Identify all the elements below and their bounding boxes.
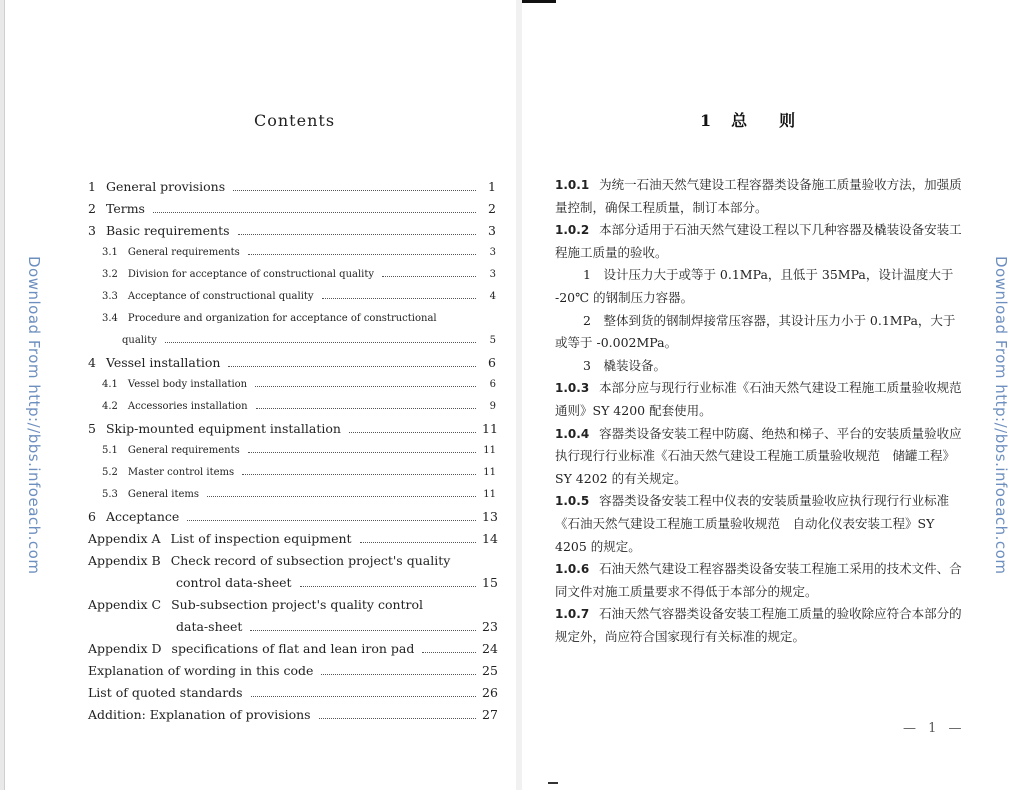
- clause-text: 石油天然气容器类设备安装工程施工质量的验收除应符合本部分的规定外，尚应符合国家现行有关标准的规定。: [555, 606, 962, 644]
- toc-leader-dots: [360, 542, 476, 543]
- toc-entry-number: 2: [88, 201, 96, 216]
- toc-entry: [88, 396, 496, 418]
- toc-entry-title: Terms: [105, 201, 145, 216]
- toc-entry: [88, 286, 496, 308]
- chapter-title: 总 则: [731, 111, 796, 130]
- toc-entry-title: Accessories installation: [127, 401, 248, 412]
- toc-entry: [88, 418, 496, 440]
- toc-entry-number: 3.1: [102, 247, 118, 258]
- clause-number: 1.0.5: [555, 494, 590, 509]
- chapter-body: [555, 174, 975, 648]
- toc-entry-page: 9: [489, 401, 496, 412]
- toc-entry-page: 27: [482, 707, 498, 722]
- toc-leader-dots: [242, 474, 476, 475]
- toc-leader-dots: [153, 212, 476, 213]
- toc-entry: [88, 704, 496, 726]
- toc-entry-title: List of inspection equipment: [170, 531, 352, 546]
- clause-number: 1.0.6: [555, 562, 590, 577]
- clause-text: 本部分应与现行行业标准《石油天然气建设工程施工质量验收规范 通则》SY 4200 配套使用。: [555, 380, 975, 418]
- clause-number: 1.0.7: [555, 607, 590, 622]
- page-number: — 1 —: [903, 721, 966, 736]
- toc-entry-page: 1: [488, 179, 496, 194]
- toc-entry-title: Check record of subsection project's quality: [170, 553, 451, 568]
- toc-entry: [88, 308, 496, 330]
- toc-leader-dots: [349, 432, 476, 433]
- toc-entry-page: 13: [482, 509, 498, 524]
- chapter-number: 1: [700, 111, 712, 130]
- clause-paragraph: [555, 490, 963, 558]
- toc-entry-title: Acceptance: [105, 509, 180, 524]
- toc-leader-dots: [256, 408, 476, 409]
- toc-entry-title: Skip-mounted equipment installation: [105, 421, 341, 436]
- chapter-heading: [700, 108, 795, 131]
- toc-leader-dots: [251, 696, 476, 697]
- toc-entry-page: 11: [482, 421, 498, 436]
- toc-entry: [88, 374, 496, 396]
- toc-entry-title: General requirements: [127, 247, 240, 258]
- toc-entry-page: 24: [482, 641, 498, 656]
- toc-entry: [88, 572, 496, 594]
- toc-entry-number: 4.1: [102, 379, 118, 390]
- toc-entry: [88, 264, 496, 286]
- clause-paragraph: [555, 219, 963, 264]
- toc-entry-title: control data-sheet: [176, 575, 292, 590]
- toc-entry: [88, 440, 496, 462]
- clause-number: 1.0.3: [555, 381, 590, 396]
- toc-entry-title: Procedure and organization for acceptance of constructional: [127, 313, 437, 324]
- clause-paragraph: [555, 310, 963, 355]
- toc-entry-title: General requirements: [127, 445, 240, 456]
- toc-entry-title: General provisions: [105, 179, 226, 194]
- clause-paragraph: [555, 603, 963, 648]
- clause-paragraph: [555, 355, 963, 378]
- toc-leader-dots: [238, 234, 476, 235]
- toc-leader-dots: [382, 276, 476, 277]
- toc-entry: [88, 198, 496, 220]
- toc-entry-number: 5: [88, 421, 96, 436]
- table-of-contents: [88, 176, 496, 726]
- toc-entry-title: General items: [127, 489, 200, 500]
- toc-entry-title: Sub-subsection project's quality control: [171, 597, 424, 612]
- toc-leader-dots: [322, 298, 476, 299]
- toc-entry-page: 11: [483, 445, 496, 456]
- toc-entry-number: 3: [88, 223, 96, 238]
- scan-mark-bottom: [548, 782, 558, 784]
- clause-text: 容器类设备安装工程中防腐、绝热和梯子、平台的安装质量验收应执行现行行业标准《石油天然气建设工程施工质量验收规范 储罐工程》SY 4202 的有关规定。: [555, 425, 962, 486]
- toc-leader-dots: [250, 630, 476, 631]
- toc-entry: [88, 594, 496, 616]
- toc-entry-number: Appendix B: [88, 553, 161, 568]
- toc-entry-title: Acceptance of constructional quality: [127, 291, 314, 302]
- toc-entry: [88, 528, 496, 550]
- toc-entry-number: 3.3: [102, 291, 118, 302]
- clause-text: 容器类设备安装工程中仪表的安装质量验收应执行现行行业标准《石油天然气建设工程施工质量验收规范 自动化仪表安装工程》SY 4205 的规定。: [555, 493, 950, 554]
- clause-number: 1.0.2: [555, 223, 590, 238]
- toc-entry: [88, 682, 496, 704]
- toc-entry-title: Vessel body installation: [127, 379, 248, 390]
- toc-entry-number: Appendix C: [88, 597, 162, 612]
- contents-title: Contents: [254, 111, 336, 130]
- toc-entry-page: 6: [488, 355, 496, 370]
- toc-entry-page: 11: [483, 467, 496, 478]
- scan-mark-top: [522, 0, 556, 3]
- watermark-left: Download From http://bbs.infoeach.com: [25, 256, 43, 575]
- toc-entry-page: 11: [483, 489, 496, 500]
- toc-entry-number: 4.2: [102, 401, 118, 412]
- clause-text: 2 整体到货的钢制焊接常压容器，其设计压力小于 0.1MPa，大于或等于 -0.002MPa。: [555, 312, 956, 351]
- toc-entry-number: 5.2: [102, 467, 118, 478]
- clause-paragraph: [555, 174, 963, 219]
- toc-entry-title: Addition: Explanation of provisions: [88, 707, 311, 722]
- toc-entry-page: 23: [482, 619, 498, 634]
- toc-leader-dots: [422, 652, 476, 653]
- toc-entry-number: 5.1: [102, 445, 118, 456]
- clause-text: 为统一石油天然气建设工程容器类设备施工质量验收方法，加强质量控制，确保工程质量，制订本部分。: [555, 177, 962, 215]
- toc-leader-dots: [228, 366, 476, 367]
- toc-leader-dots: [207, 496, 476, 497]
- toc-entry-page: 26: [482, 685, 498, 700]
- toc-leader-dots: [248, 254, 476, 255]
- toc-entry: [88, 462, 496, 484]
- toc-entry-number: Appendix D: [88, 641, 162, 656]
- toc-entry-title: Division for acceptance of constructional quality: [127, 269, 375, 280]
- toc-entry: [88, 176, 496, 198]
- watermark-right: Download From http://bbs.infoeach.com: [992, 256, 1010, 575]
- toc-entry-title: specifications of flat and lean iron pad: [171, 641, 415, 656]
- toc-entry: [88, 550, 496, 572]
- toc-entry-number: 5.3: [102, 489, 118, 500]
- toc-entry-page: 14: [482, 531, 498, 546]
- toc-entry-title: Master control items: [127, 467, 235, 478]
- toc-entry-page: 3: [489, 269, 496, 280]
- toc-entry: [88, 352, 496, 374]
- toc-leader-dots: [248, 452, 476, 453]
- toc-entry: [88, 660, 496, 682]
- clause-number: 1.0.4: [555, 426, 590, 441]
- toc-entry-title: Explanation of wording in this code: [88, 663, 314, 678]
- toc-leader-dots: [319, 718, 476, 719]
- toc-entry: [88, 484, 496, 506]
- clause-paragraph: [555, 423, 963, 491]
- toc-entry: [88, 242, 496, 264]
- toc-entry-page: 3: [488, 223, 496, 238]
- toc-entry-title: List of quoted standards: [88, 685, 243, 700]
- toc-entry-page: 25: [482, 663, 498, 678]
- toc-entry-title: data-sheet: [176, 619, 243, 634]
- toc-entry-number: 3.4: [102, 313, 118, 324]
- toc-leader-dots: [255, 386, 476, 387]
- toc-leader-dots: [300, 586, 476, 587]
- toc-entry-number: Appendix A: [88, 531, 161, 546]
- toc-entry-page: 15: [482, 575, 498, 590]
- toc-entry: [88, 506, 496, 528]
- clause-text: 本部分适用于石油天然气建设工程以下几种容器及橇装设备安装工程施工质量的验收。: [555, 222, 962, 260]
- toc-entry-number: 6: [88, 509, 96, 524]
- toc-leader-dots: [187, 520, 476, 521]
- toc-leader-dots: [233, 190, 476, 191]
- center-gutter: [516, 0, 522, 790]
- toc-entry-title: Vessel installation: [105, 355, 221, 370]
- toc-entry-title: quality: [122, 335, 157, 346]
- toc-entry: [88, 616, 496, 638]
- clause-text: 1 设计压力大于或等于 0.1MPa，且低于 35MPa，设计温度大于 -20℃ 的钢制压力容器。: [555, 267, 954, 305]
- clause-paragraph: [555, 558, 963, 603]
- toc-entry-number: 3.2: [102, 269, 118, 280]
- toc-entry: [88, 330, 496, 352]
- toc-entry-page: 6: [489, 379, 496, 390]
- toc-entry-title: Basic requirements: [105, 223, 230, 238]
- toc-entry-page: 4: [489, 291, 496, 302]
- toc-entry-number: 4: [88, 355, 96, 370]
- clause-text: 石油天然气建设工程容器类设备安装工程施工采用的技术文件、合同文件对施工质量要求不得低于本部分的规定。: [555, 561, 962, 599]
- clause-text: 3 橇装设备。: [583, 357, 666, 373]
- toc-entry-number: 1: [88, 179, 96, 194]
- toc-leader-dots: [321, 674, 476, 675]
- toc-leader-dots: [165, 342, 476, 343]
- left-page-spine: [0, 0, 5, 790]
- toc-entry-page: 3: [489, 247, 496, 258]
- toc-entry-page: 5: [489, 335, 496, 346]
- toc-entry: [88, 638, 496, 660]
- toc-entry: [88, 220, 496, 242]
- toc-entry-page: 2: [488, 201, 496, 216]
- clause-paragraph: [555, 377, 975, 422]
- clause-paragraph: [555, 264, 963, 309]
- clause-number: 1.0.1: [555, 178, 590, 192]
